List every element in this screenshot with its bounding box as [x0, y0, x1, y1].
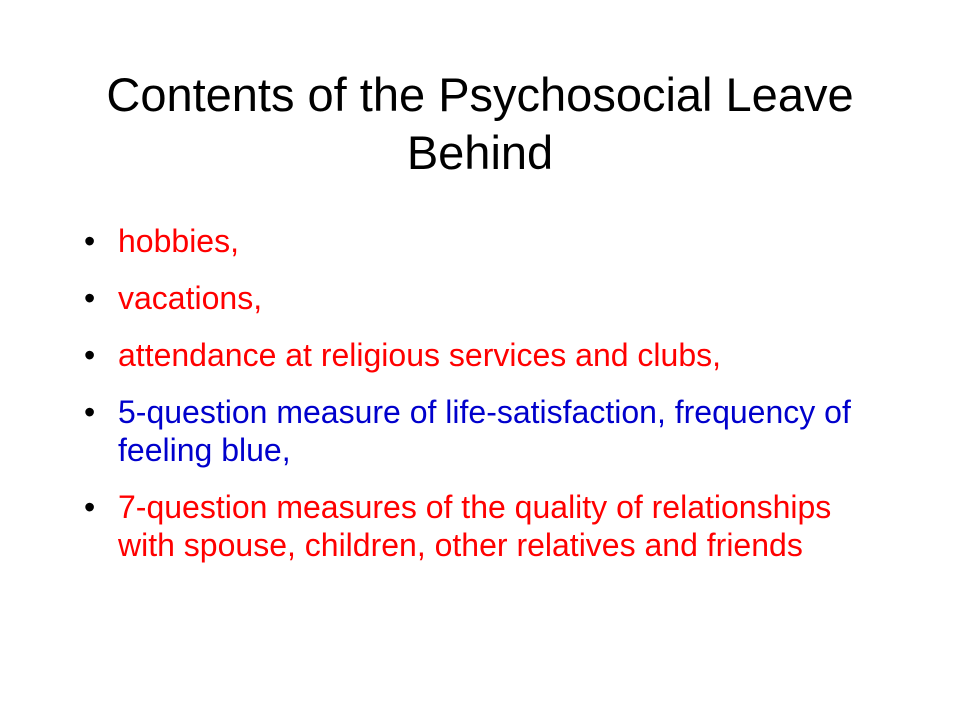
bullet-dot-icon: •	[84, 394, 96, 430]
bullet-text: vacations,	[118, 280, 263, 316]
bullet-text: attendance at religious services and clubs,	[118, 337, 722, 373]
bullet-dot-icon: •	[84, 489, 96, 525]
bullet-dot-icon: •	[84, 337, 96, 373]
bullet-dot-icon: •	[84, 223, 96, 259]
bullet-list	[84, 222, 884, 583]
bullet-text: 5-question measure of life-satisfaction, frequency of feeling blue,	[118, 394, 851, 468]
bullet-dot-icon: •	[84, 280, 96, 316]
bullet-item	[84, 393, 884, 469]
bullet-item	[84, 488, 884, 564]
bullet-item	[84, 222, 884, 260]
bullet-text: 7-question measures of the quality of relationships with spouse, children, other relatives and friends	[118, 489, 832, 563]
bullet-item	[84, 336, 884, 374]
bullet-item	[84, 279, 884, 317]
slide-title: Contents of the Psychosocial Leave Behind	[106, 68, 854, 179]
bullet-text: hobbies,	[118, 223, 239, 259]
